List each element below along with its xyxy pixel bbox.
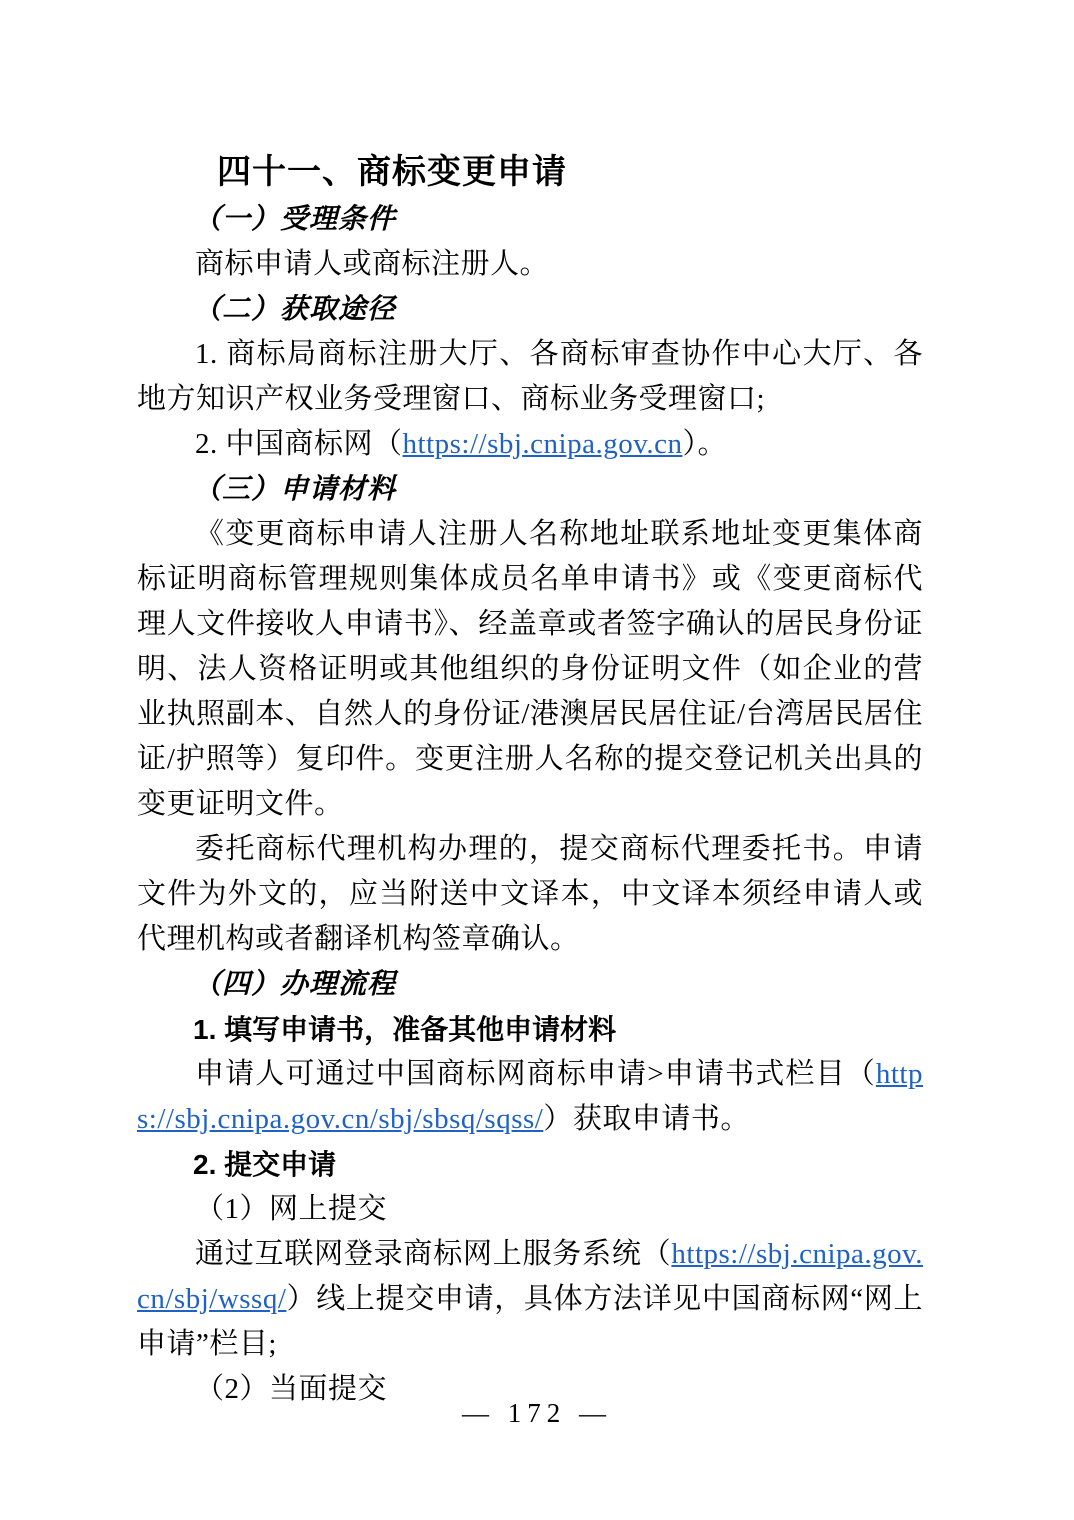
document-content: [137, 0, 923, 1412]
materials-paragraph-1: 《变更商标申请人注册人名称地址联系地址变更集体商标证明商标管理规则集体成员名单申请书》或《变更商标代理人文件接收人申请书》、经盖章或者签字确认的居民身份证明、法人资格证明或其他组织的身份证明文件（如企业的营业执照副本、自然人的身份证/港澳居民居住证/台湾居民居住证/护照等）复印件。变更注册人名称的提交登记机关出具的变更证明文件。: [137, 518, 923, 820]
heading-obtaining-channels: （二）获取途径: [193, 294, 397, 325]
materials-paragraph-2: 委托商标代理机构办理的，提交商标代理委托书。申请文件为外文的，应当附送中文译本，中文译本须经申请人或代理机构或者翻译机构签章确认。: [137, 833, 923, 955]
procedure-step-2-heading: 2. 提交申请: [193, 1149, 337, 1180]
cnipa-home-link[interactable]: https://sbj.cnipa.gov.cn: [402, 428, 683, 460]
heading-acceptance-conditions: （一）受理条件: [193, 204, 397, 235]
heading-application-materials: （三）申请材料: [193, 474, 397, 505]
online-submit-text: [137, 1232, 923, 1367]
channels-item-2-suffix: ）。: [682, 428, 727, 460]
online-submit-subheading: （1）网上提交: [195, 1193, 388, 1225]
online-submit-prefix: 通过互联网登录商标网上服务系统（: [195, 1238, 672, 1270]
in-person-subheading: （2）当面提交: [195, 1373, 388, 1405]
page-title: 四十一、商标变更申请: [217, 153, 567, 191]
acceptance-conditions-text: 商标申请人或商标注册人。: [195, 248, 550, 280]
page-number: — 172 —: [462, 1398, 612, 1428]
online-submit-suffix: ）线上提交申请，具体方法详见中国商标网“网上申请”栏目;: [137, 1283, 923, 1360]
procedure-step-1-text: [137, 1052, 923, 1142]
procedure-step-1-heading: 1. 填写申请书，准备其他申请材料: [193, 1014, 617, 1045]
procedure-step-1-suffix: ）获取申请书。: [543, 1103, 750, 1135]
application-forms-link[interactable]: https://sbj.cnipa.gov.cn/sbj/sbsq/sqss/: [137, 1058, 923, 1135]
heading-procedure: （四）办理流程: [193, 969, 397, 1000]
procedure-step-1-prefix: 申请人可通过中国商标网商标申请>申请书式栏目（: [195, 1058, 876, 1090]
channels-item-2: [137, 422, 923, 467]
channels-item-2-prefix: 2. 中国商标网（: [195, 428, 403, 460]
channels-item-1: 1. 商标局商标注册大厅、各商标审查协作中心大厅、各地方知识产权业务受理窗口、商标业务受理窗口;: [137, 338, 923, 415]
online-service-link[interactable]: https://sbj.cnipa.gov.cn/sbj/wssq/: [137, 1238, 923, 1315]
